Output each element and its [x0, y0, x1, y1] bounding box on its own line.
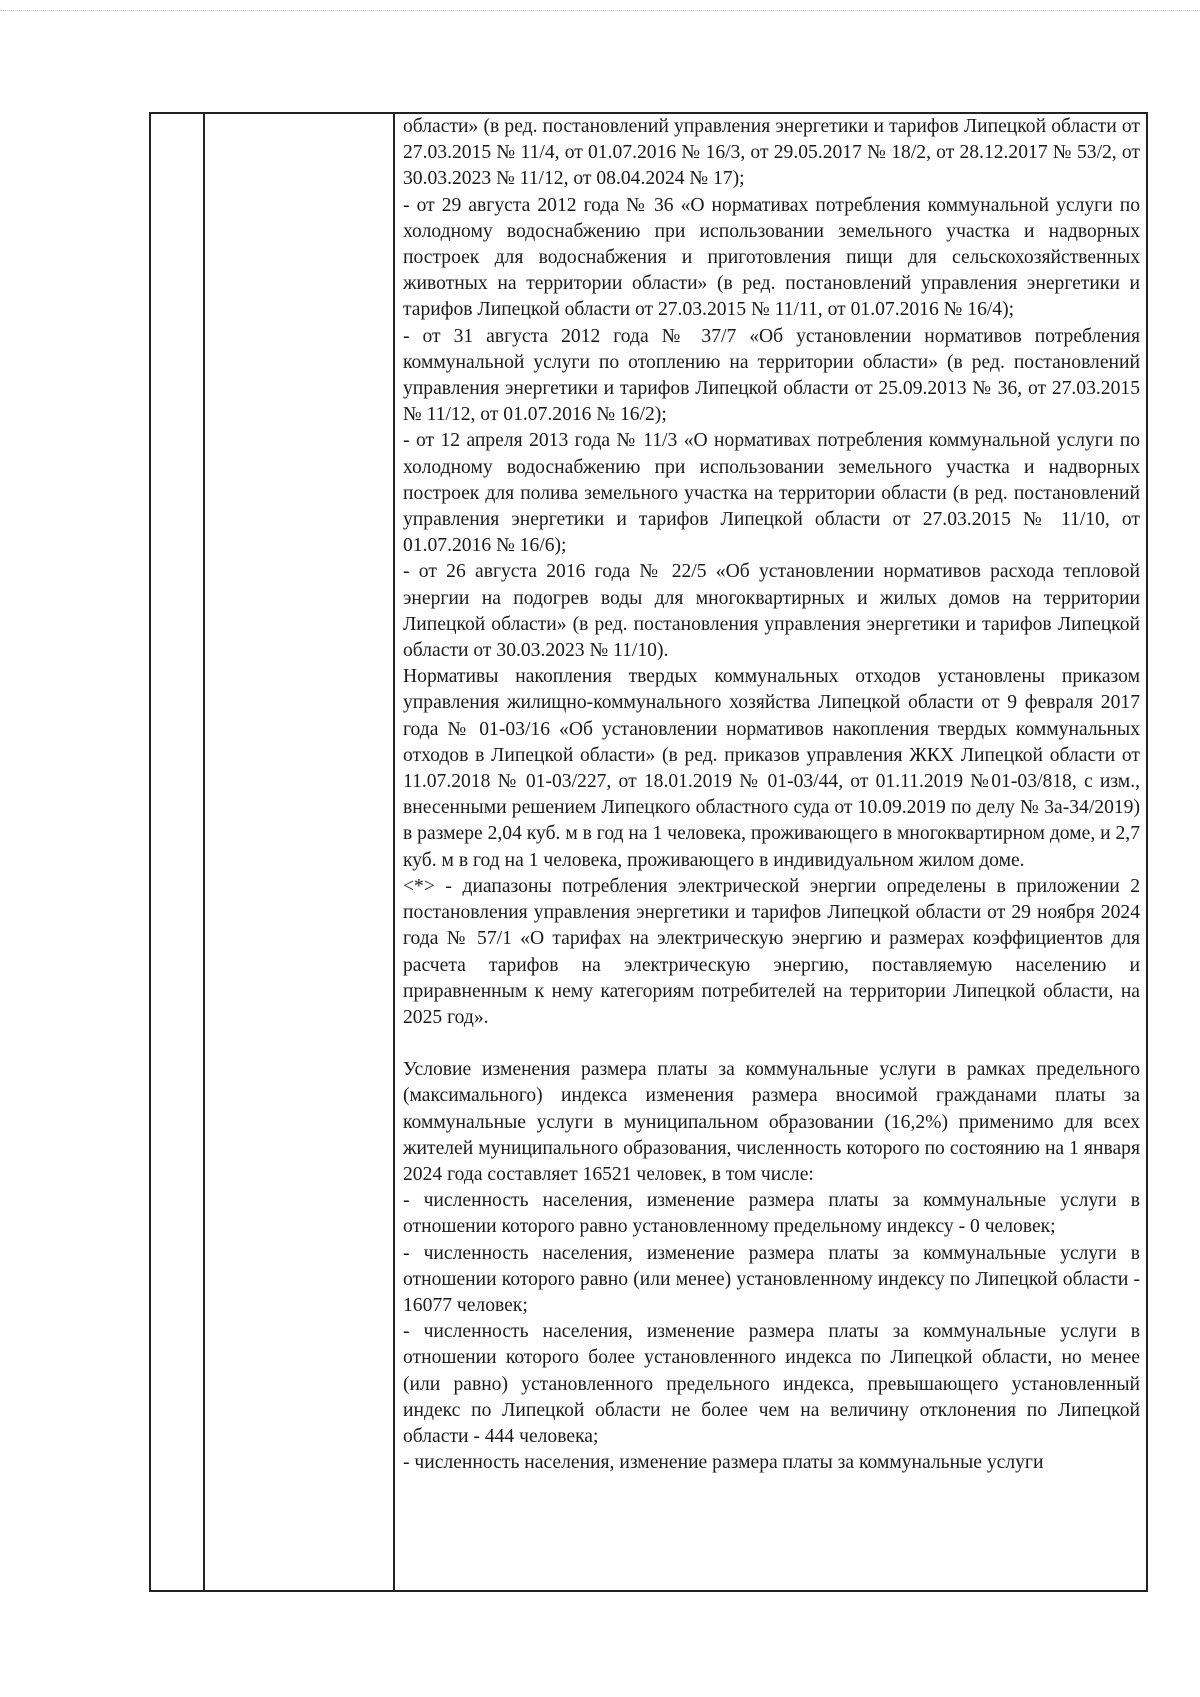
column-divider-1 [203, 114, 205, 1590]
paragraph-footnote: <*> - диапазоны потребления электрической энергии определены в приложении 2 постановления управления энергетики и тарифов Липецкой области от 29 ноября 2024 года № 57/1 «О тарифах на электрическую энергию и размерах коэффициентов для расчета тарифов на электрическую энергию, поставляемую населению и приравненным к нему категориям потребителей на территории Липецкой области, на 2025 год». [403, 875, 1140, 1028]
paragraph-population-deviation: - численность населения, изменение размера платы за коммунальные услуги в отношении которого более установленного индекса по Липецкой области, но менее (или равно) установленного предельного индекса, превышающего установленный индекс по Липецкой области не более чем на величину отклонения по Липецкой области - 444 человека; [403, 1321, 1140, 1447]
paragraph-population-cutoff: - численность населения, изменение размера платы за коммунальные услуги [403, 1452, 1044, 1474]
paragraph-continuation: области» (в ред. постановлений управления энергетики и тарифов Липецкой области от 27.03.2015 № 11/4, от 01.07.2016 № 16/3, от 29.05.2017 № 18/2, от 28.12.2017 № 53/2, от 30.03.2023 № 11/12, от 08.04.2024 № 17); [403, 116, 1140, 190]
document-table [149, 112, 1148, 1592]
text-column [403, 114, 1140, 1476]
paragraph-resolution-22-5: - от 26 августа 2016 года № 22/5 «Об установлении нормативов расхода тепловой энергии на подогрев воды для многоквартирных и жилых домов на территории Липецкой области» (в ред. постановления управления энергетики и тарифов Липецкой области от 30.03.2023 № 11/10). [403, 561, 1140, 662]
column-divider-2 [393, 114, 395, 1590]
paragraph-resolution-37-7: - от 31 августа 2012 года № 37/7 «Об установлении нормативов потребления коммунальной услуги по отоплению на территории области» (в ред. постановлений управления энергетики и тарифов Липецкой области от 25.09.2013 № 36, от 27.03.2015 № 11/12, от 01.07.2016 № 16/2); [403, 325, 1140, 426]
paragraph-resolution-11-3: - от 12 апреля 2013 года № 11/3 «О нормативах потребления коммунальной услуги по холодному водоснабжению при использовании земельного участка и надворных построек для полива земельного участка на территории области (в ред. постановлений управления энергетики и тарифов Липецкой области от 27.03.2015 № 11/10, от 01.07.2016 № 16/6); [403, 430, 1140, 557]
scan-top-edge [0, 10, 1200, 11]
paragraph-population-regional-index: - численность населения, изменение размера платы за коммунальные услуги в отношении которого равно (или менее) установленному индексу по Липецкой области - 16077 человек; [403, 1242, 1140, 1316]
paragraph-resolution-36: - от 29 августа 2012 года № 36 «О нормативах потребления коммунальной услуги по холодному водоснабжению при использовании земельного участка и надворных построек для водоснабжения и приготовления пищи для сельскохозяйственных животных на территории области» (в ред. постановлений управления энергетики и тарифов Липецкой области от 27.03.2015 № 11/11, от 01.07.2016 № 16/4); [403, 194, 1140, 321]
paragraph-condition: Условие изменения размера платы за коммунальные услуги в рамках предельного (максимального) индекса изменения размера вносимой гражданами платы за коммунальные услуги в муниципальном образовании (16,2%) применимо для всех жителей муниципального образования, численность которого по состоянию на 1 января 2024 года составляет 16521 человек, в том числе: [403, 1059, 1140, 1185]
paragraph-population-limit-index: - численность населения, изменение размера платы за коммунальные услуги в отношении которого равно установленному предельному индексу - 0 человек; [403, 1190, 1140, 1238]
paragraph-waste-norms: Нормативы накопления твердых коммунальных отходов установлены приказом управления жилищно-коммунального хозяйства Липецкой области от 9 февраля 2017 года № 01-03/16 «Об установлении нормативов накопления твердых коммунальных отходов в Липецкой области» (в ред. приказов управления ЖКХ Липецкой области от 11.07.2018 № 01-03/227, от 18.01.2019 № 01-03/44, от 01.11.2019 №01-03/818, с изм., внесенными решением Липецкого областного суда от 10.09.2019 по делу № 3а-34/2019) в размере 2,04 куб. м в год на 1 человека, проживающего в многоквартирном доме, и 2,7 куб. м в год на 1 человека, проживающего в индивидуальном жилом доме. [403, 666, 1140, 871]
